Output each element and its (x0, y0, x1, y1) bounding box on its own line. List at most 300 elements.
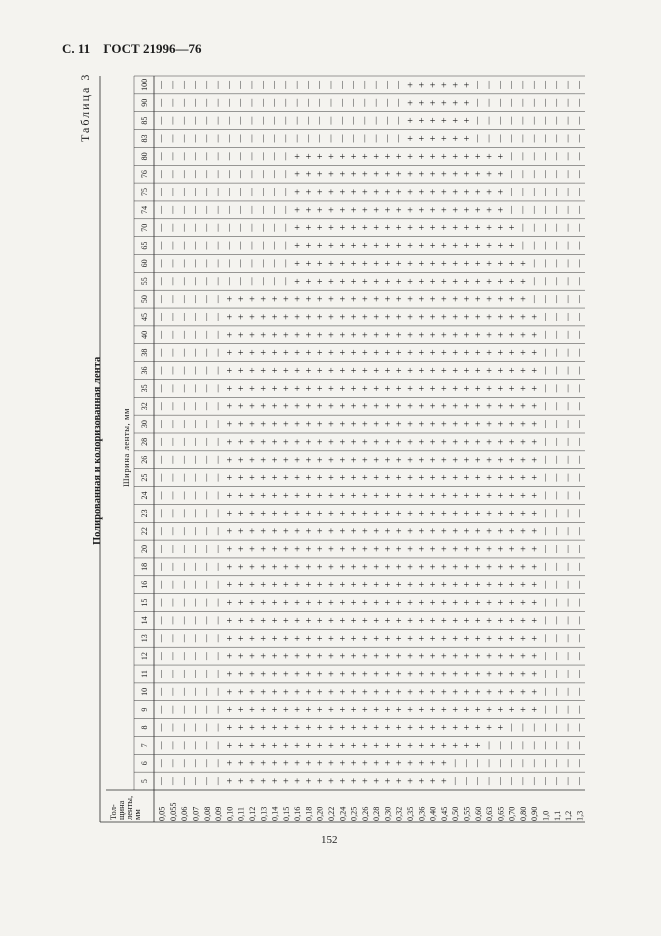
cell-available-mark: + (350, 758, 357, 770)
cell-available-mark: + (463, 383, 470, 395)
cell-available-mark: + (328, 276, 334, 288)
cell-available-mark: + (474, 740, 481, 752)
cell-available-mark: + (373, 758, 379, 770)
cell-available-mark: + (362, 776, 368, 788)
cell-available-mark: + (271, 526, 278, 538)
cell-available-mark: + (316, 508, 323, 520)
cell-available-mark: + (328, 455, 334, 467)
cell-available-mark: + (384, 598, 391, 610)
cell-available-mark: + (418, 223, 425, 235)
cell-available-mark: + (373, 294, 379, 306)
cell-available-mark: + (395, 490, 402, 502)
cell-available-mark: + (441, 151, 447, 163)
cell-available-mark: + (508, 276, 515, 288)
cell-available-mark: + (520, 366, 526, 378)
cell-available-mark: + (373, 437, 379, 449)
cell-available-mark: + (520, 437, 526, 449)
cell-available-mark: + (486, 366, 492, 378)
cell-available-mark: + (395, 223, 402, 235)
cell-available-mark: + (463, 294, 470, 306)
cell-available-mark: + (305, 258, 312, 270)
cell-available-mark: + (384, 455, 391, 467)
cell-available-mark: + (429, 223, 436, 235)
cell-available-mark: + (418, 615, 425, 627)
cell-available-mark: + (429, 80, 436, 92)
cell-available-mark: + (271, 758, 278, 770)
thickness-header-line: мм (132, 809, 142, 820)
cell-available-mark: + (520, 312, 526, 324)
cell-available-mark: + (463, 490, 470, 502)
cell-available-mark: + (328, 633, 334, 645)
cell-available-mark: + (339, 598, 346, 610)
cell-available-mark: + (474, 508, 481, 520)
cell-available-mark: + (328, 490, 334, 502)
cell-available-mark: + (316, 401, 323, 413)
cell-available-mark: + (452, 705, 458, 717)
cell-available-mark: + (486, 723, 492, 735)
cell-available-mark: + (316, 187, 323, 199)
cell-available-mark: + (362, 205, 368, 217)
cell-available-mark: + (418, 758, 425, 770)
cell-available-mark: + (520, 419, 526, 431)
cell-available-mark: + (350, 473, 357, 485)
cell-available-mark: + (463, 723, 470, 735)
width-label: 45 (140, 312, 149, 321)
cell-available-mark: + (418, 740, 425, 752)
cell-available-mark: + (474, 419, 481, 431)
cell-available-mark: + (463, 526, 470, 538)
cell-available-mark: + (407, 669, 413, 681)
cell-available-mark: + (508, 598, 515, 610)
cell-available-mark: + (362, 526, 368, 538)
cell-available-mark: + (328, 615, 334, 627)
cell-available-mark: + (362, 758, 368, 770)
cell-available-mark: + (520, 348, 526, 360)
cell-available-mark: + (520, 544, 526, 556)
cell-available-mark: + (249, 669, 255, 681)
width-label: 18 (140, 562, 149, 571)
cell-available-mark: + (418, 508, 425, 520)
cell-available-mark: + (249, 473, 255, 485)
cell-available-mark: + (486, 330, 492, 342)
cell-available-mark: + (463, 98, 470, 110)
cell-available-mark: + (452, 169, 458, 181)
cell-available-mark: + (271, 776, 278, 788)
cell-available-mark: + (497, 455, 504, 467)
cell-available-mark: + (305, 598, 312, 610)
cell-available-mark: + (418, 723, 425, 735)
cell-available-mark: + (497, 258, 504, 270)
cell-available-mark: + (395, 740, 402, 752)
cell-available-mark: + (260, 383, 267, 395)
cell-available-mark: + (395, 526, 402, 538)
cell-available-mark: + (486, 276, 492, 288)
width-label: 38 (140, 348, 149, 357)
cell-available-mark: + (350, 276, 357, 288)
cell-available-mark: + (305, 294, 312, 306)
cell-available-mark: + (328, 740, 334, 752)
thickness-label: 0,55 (462, 806, 472, 821)
cell-available-mark: + (237, 598, 244, 610)
cell-available-mark: + (249, 633, 255, 645)
cell-available-mark: + (452, 348, 458, 360)
cell-available-mark: + (283, 294, 289, 306)
cell-available-mark: + (384, 562, 391, 574)
cell-available-mark: + (283, 562, 289, 574)
cell-available-mark: + (339, 580, 346, 592)
width-label: 25 (140, 473, 149, 482)
cell-available-mark: + (429, 133, 436, 145)
cell-available-mark: + (441, 580, 447, 592)
cell-available-mark: + (294, 348, 300, 360)
cell-available-mark: + (362, 740, 368, 752)
cell-available-mark: + (418, 98, 425, 110)
cell-available-mark: + (305, 526, 312, 538)
thickness-label: 0,10 (225, 806, 235, 821)
cell-available-mark: + (260, 669, 267, 681)
cell-available-mark: + (305, 455, 312, 467)
cell-available-mark: + (441, 258, 447, 270)
cell-available-mark: + (441, 723, 447, 735)
cell-available-mark: + (328, 580, 334, 592)
cell-available-mark: + (395, 419, 402, 431)
cell-available-mark: + (407, 580, 413, 592)
cell-available-mark: + (452, 151, 458, 163)
cell-available-mark: + (283, 633, 289, 645)
standard-number: ГОСТ 21996—76 (103, 41, 202, 56)
cell-available-mark: + (452, 544, 458, 556)
cell-available-mark: + (226, 633, 233, 645)
cell-available-mark: + (508, 669, 515, 681)
cell-available-mark: + (249, 330, 255, 342)
cell-available-mark: + (441, 705, 447, 717)
cell-available-mark: + (362, 294, 368, 306)
cell-available-mark: + (316, 598, 323, 610)
cell-available-mark: + (373, 330, 379, 342)
cell-available-mark: + (350, 312, 357, 324)
cell-available-mark: + (429, 241, 436, 253)
cell-available-mark: + (316, 651, 323, 663)
cell-available-mark: + (294, 723, 300, 735)
cell-available-mark: + (339, 437, 346, 449)
cell-available-mark: + (328, 401, 334, 413)
cell-available-mark: + (508, 687, 515, 699)
cell-available-mark: + (316, 223, 323, 235)
cell-available-mark: + (373, 776, 379, 788)
cell-available-mark: + (328, 687, 334, 699)
cell-available-mark: + (237, 705, 244, 717)
cell-available-mark: + (429, 598, 436, 610)
cell-available-mark: + (350, 366, 357, 378)
cell-available-mark: + (486, 705, 492, 717)
cell-available-mark: + (395, 437, 402, 449)
cell-available-mark: + (226, 526, 233, 538)
cell-available-mark: + (441, 98, 447, 110)
cell-available-mark: + (373, 580, 379, 592)
width-label: 85 (140, 116, 149, 125)
cell-available-mark: + (508, 223, 515, 235)
cell-available-mark: + (395, 241, 402, 253)
cell-available-mark: + (305, 330, 312, 342)
cell-available-mark: + (271, 598, 278, 610)
cell-available-mark: + (474, 687, 481, 699)
cell-available-mark: + (429, 151, 436, 163)
cell-available-mark: + (305, 223, 312, 235)
cell-available-mark: + (362, 723, 368, 735)
cell-available-mark: + (486, 312, 492, 324)
thickness-label: 0,09 (214, 806, 224, 821)
cell-available-mark: + (362, 473, 368, 485)
cell-available-mark: + (339, 348, 346, 360)
cell-available-mark: + (429, 437, 436, 449)
cell-available-mark: + (305, 169, 312, 181)
thickness-label: 0,05 (157, 806, 167, 821)
cell-available-mark: + (429, 705, 436, 717)
cell-available-mark: + (463, 437, 470, 449)
cell-available-mark: + (452, 508, 458, 520)
cell-available-mark: + (328, 562, 334, 574)
cell-available-mark: + (328, 383, 334, 395)
cell-available-mark: + (463, 312, 470, 324)
cell-available-mark: + (531, 455, 538, 467)
cell-available-mark: + (497, 187, 504, 199)
cell-available-mark: + (407, 133, 413, 145)
cell-available-mark: + (463, 330, 470, 342)
cell-available-mark: + (362, 258, 368, 270)
cell-available-mark: + (395, 401, 402, 413)
thickness-label: 0,14 (270, 806, 280, 821)
width-label: 36 (140, 366, 149, 375)
cell-available-mark: + (520, 687, 526, 699)
cell-available-mark: + (226, 312, 233, 324)
cell-available-mark: + (452, 580, 458, 592)
cell-available-mark: + (418, 651, 425, 663)
cell-available-mark: + (283, 366, 289, 378)
cell-available-mark: + (350, 705, 357, 717)
cell-available-mark: + (497, 544, 504, 556)
cell-available-mark: + (305, 312, 312, 324)
cell-available-mark: + (249, 723, 255, 735)
cell-available-mark: + (328, 169, 334, 181)
cell-available-mark: + (362, 276, 368, 288)
cell-available-mark: + (520, 455, 526, 467)
cell-available-mark: + (474, 455, 481, 467)
cell-available-mark: + (271, 651, 278, 663)
cell-available-mark: + (508, 348, 515, 360)
cell-available-mark: + (305, 508, 312, 520)
cell-available-mark: + (271, 366, 278, 378)
cell-available-mark: + (237, 651, 244, 663)
cell-available-mark: + (271, 508, 278, 520)
cell-available-mark: + (350, 490, 357, 502)
cell-available-mark: + (508, 258, 515, 270)
cell-available-mark: + (407, 723, 413, 735)
cell-available-mark: + (271, 473, 278, 485)
cell-available-mark: + (441, 562, 447, 574)
cell-available-mark: + (441, 776, 447, 788)
cell-available-mark: + (429, 294, 436, 306)
cell-available-mark: + (316, 687, 323, 699)
cell-available-mark: + (328, 223, 334, 235)
cell-available-mark: + (283, 312, 289, 324)
cell-available-mark: + (339, 740, 346, 752)
cell-available-mark: + (429, 723, 436, 735)
cell-available-mark: + (474, 258, 481, 270)
cell-available-mark: + (384, 776, 391, 788)
cell-available-mark: + (271, 401, 278, 413)
cell-available-mark: + (305, 562, 312, 574)
cell-available-mark: + (452, 330, 458, 342)
cell-available-mark: + (339, 258, 346, 270)
cell-available-mark: + (429, 366, 436, 378)
cell-available-mark: + (384, 241, 391, 253)
cell-available-mark: + (474, 223, 481, 235)
cell-available-mark: + (316, 669, 323, 681)
thickness-label: 0,22 (326, 806, 336, 821)
cell-available-mark: + (260, 348, 267, 360)
cell-available-mark: + (452, 383, 458, 395)
cell-available-mark: + (249, 490, 255, 502)
cell-available-mark: + (350, 615, 357, 627)
cell-available-mark: + (237, 401, 244, 413)
cell-available-mark: + (474, 705, 481, 717)
cell-available-mark: + (305, 205, 312, 217)
cell-available-mark: + (328, 258, 334, 270)
cell-available-mark: + (237, 473, 244, 485)
cell-available-mark: + (395, 383, 402, 395)
cell-available-mark: + (429, 490, 436, 502)
cell-available-mark: + (226, 705, 233, 717)
cell-available-mark: + (328, 508, 334, 520)
cell-available-mark: + (508, 508, 515, 520)
cell-available-mark: + (452, 187, 458, 199)
cell-available-mark: + (283, 455, 289, 467)
cell-available-mark: + (429, 348, 436, 360)
cell-available-mark: + (305, 401, 312, 413)
cell-available-mark: + (463, 187, 470, 199)
cell-available-mark: + (441, 80, 447, 92)
cell-available-mark: + (271, 615, 278, 627)
cell-available-mark: + (520, 490, 526, 502)
cell-available-mark: + (520, 705, 526, 717)
cell-available-mark: + (441, 758, 447, 770)
cell-available-mark: + (497, 330, 504, 342)
cell-available-mark: + (407, 151, 413, 163)
cell-available-mark: + (362, 651, 368, 663)
cell-available-mark: + (373, 312, 379, 324)
cell-available-mark: + (531, 366, 538, 378)
cell-available-mark: + (316, 490, 323, 502)
cell-available-mark: + (520, 401, 526, 413)
cell-available-mark: + (384, 669, 391, 681)
cell-available-mark: + (226, 348, 233, 360)
cell-available-mark: + (339, 776, 346, 788)
cell-available-mark: + (249, 526, 255, 538)
cell-available-mark: + (237, 776, 244, 788)
cell-available-mark: + (441, 366, 447, 378)
thickness-label: 0,16 (293, 806, 303, 821)
cell-available-mark: + (294, 276, 300, 288)
cell-available-mark: + (508, 401, 515, 413)
cell-available-mark: + (350, 508, 357, 520)
width-label: 6 (140, 761, 149, 766)
cell-available-mark: + (260, 544, 267, 556)
cell-available-mark: + (441, 526, 447, 538)
cell-available-mark: + (441, 276, 447, 288)
thickness-label: 0,70 (507, 806, 517, 821)
cell-available-mark: + (339, 312, 346, 324)
thickness-label: 0,25 (349, 806, 359, 821)
cell-available-mark: + (395, 651, 402, 663)
cell-available-mark: + (283, 490, 289, 502)
width-label: 20 (140, 545, 149, 554)
cell-available-mark: + (429, 98, 436, 110)
cell-available-mark: + (316, 312, 323, 324)
cell-available-mark: + (350, 669, 357, 681)
cell-available-mark: + (294, 580, 300, 592)
cell-available-mark: + (508, 651, 515, 663)
cell-available-mark: + (520, 669, 526, 681)
cell-available-mark: + (508, 705, 515, 717)
cell-available-mark: + (328, 669, 334, 681)
cell-available-mark: + (350, 187, 357, 199)
cell-available-mark: + (305, 348, 312, 360)
cell-available-mark: + (429, 526, 436, 538)
cell-available-mark: + (520, 276, 526, 288)
cell-available-mark: + (294, 758, 300, 770)
cell-available-mark: + (260, 401, 267, 413)
cell-available-mark: + (520, 294, 526, 306)
cell-available-mark: + (328, 651, 334, 663)
cell-available-mark: + (407, 330, 413, 342)
cell-available-mark: + (362, 669, 368, 681)
cell-available-mark: + (362, 615, 368, 627)
cell-available-mark: + (294, 330, 300, 342)
cell-available-mark: + (486, 401, 492, 413)
cell-available-mark: + (305, 366, 312, 378)
cell-available-mark: + (441, 455, 447, 467)
cell-available-mark: + (463, 401, 470, 413)
cell-available-mark: + (316, 348, 323, 360)
cell-available-mark: + (283, 615, 289, 627)
cell-available-mark: + (463, 705, 470, 717)
cell-available-mark: + (305, 758, 312, 770)
cell-available-mark: + (316, 294, 323, 306)
cell-available-mark: + (486, 223, 492, 235)
cell-available-mark: + (497, 723, 504, 735)
cell-available-mark: + (339, 687, 346, 699)
cell-available-mark: + (350, 723, 357, 735)
width-label: 50 (140, 295, 149, 304)
cell-available-mark: + (362, 401, 368, 413)
cell-available-mark: + (418, 80, 425, 92)
cell-available-mark: + (497, 473, 504, 485)
cell-available-mark: + (226, 615, 233, 627)
cell-available-mark: + (407, 223, 413, 235)
thickness-label: 0,80 (518, 806, 528, 821)
cell-available-mark: + (316, 205, 323, 217)
width-label: 35 (140, 384, 149, 393)
cell-available-mark: + (226, 687, 233, 699)
cell-available-mark: + (305, 490, 312, 502)
cell-available-mark: + (520, 330, 526, 342)
cell-available-mark: + (373, 241, 379, 253)
cell-available-mark: + (531, 598, 538, 610)
cell-available-mark: + (395, 723, 402, 735)
cell-available-mark: + (486, 562, 492, 574)
cell-available-mark: + (384, 151, 391, 163)
cell-available-mark: + (474, 490, 481, 502)
